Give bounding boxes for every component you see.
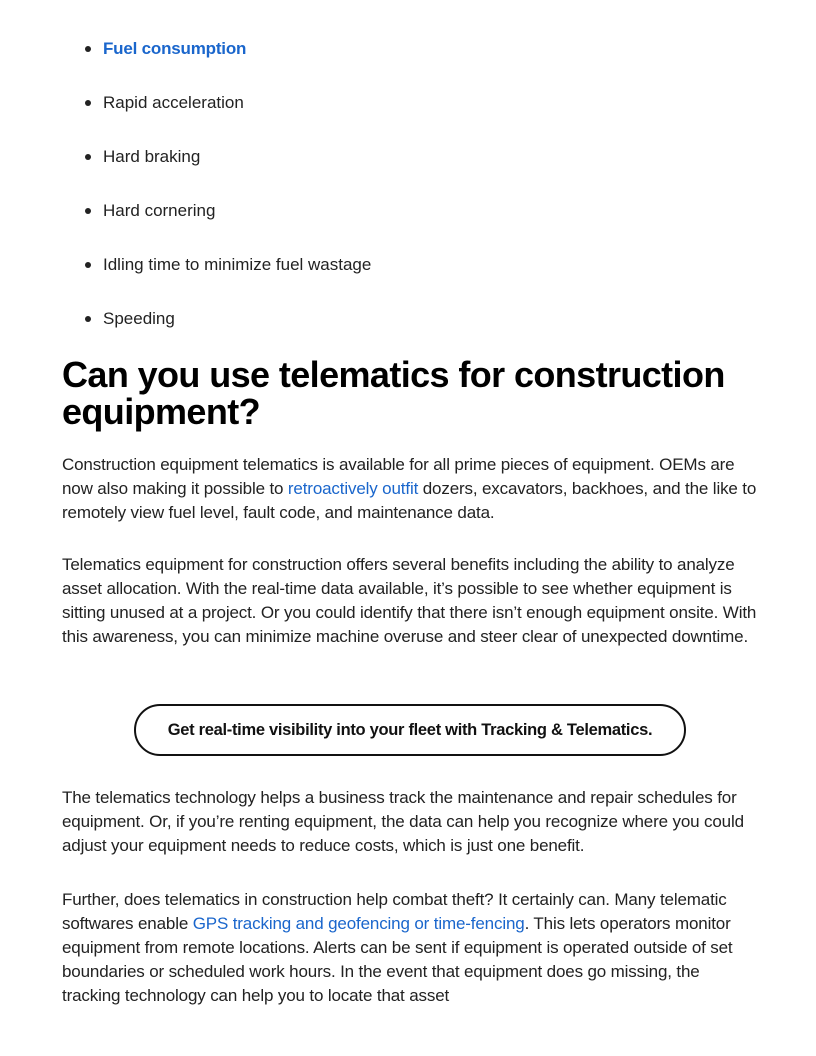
paragraph-benefits: Telematics equipment for construction offers several benefits including the ability to analyze asset allocation. With the real-time data available, it’s possible to see whether equipment is sitting unused at a project. Or you could identify that there isn’t enough equipment onsite. With this awareness, you can minimize machine overuse and steer clear of unexpected downtime.: [62, 555, 757, 646]
list-item: [82, 90, 371, 144]
paragraph-text: Further, does telematics in construction help combat theft? It certainly can. Many telematic softwares enable: [62, 890, 727, 933]
list-item-label: Rapid acceleration: [103, 93, 244, 112]
paragraph-maintenance: The telematics technology helps a business track the maintenance and repair schedules for equipment. Or, if you’re renting equipment, the data can help you recognize where you could adjust your equipment needs to reduce costs, which is just one benefit.: [62, 788, 744, 855]
list-item[interactable]: [82, 36, 371, 90]
bullet-icon: [85, 100, 91, 106]
paragraph-theft: [62, 888, 762, 1008]
fuel-consumption-link[interactable]: Fuel consumption: [103, 39, 247, 58]
paragraph-text: . This lets operators monitor equipment from remote locations. Alerts can be sent if equipment is operated outside of set boundaries or scheduled work hours. In the event that equipment does go missing, the tracking technology can help you to locate that asset: [62, 914, 733, 1005]
bullet-icon: [85, 154, 91, 160]
list-item-label: Hard braking: [103, 147, 201, 166]
cta-container: [134, 704, 686, 756]
bullet-list: [82, 36, 371, 360]
list-item: [82, 306, 371, 360]
paragraph-availability: [62, 453, 762, 525]
list-item-label: Speeding: [103, 309, 175, 328]
list-item: [82, 198, 371, 252]
list-item: [82, 252, 371, 306]
bullet-icon: [85, 316, 91, 322]
gps-tracking-geofencing-link[interactable]: GPS tracking and geofencing or time-fencing: [192, 914, 525, 933]
retroactively-outfit-link[interactable]: retroactively outfit: [287, 479, 419, 498]
bullet-icon: [85, 46, 91, 52]
list-item-label: Idling time to minimize fuel wastage: [103, 255, 372, 274]
paragraph-text: dozers, excavators, backhoes, and the like to remotely view fuel level, fault code, and maintenance data.: [62, 479, 757, 522]
bullet-icon: [85, 262, 91, 268]
bullet-icon: [85, 208, 91, 214]
tracking-telematics-cta-button[interactable]: Get real-time visibility into your fleet with Tracking & Telematics.: [134, 704, 686, 756]
section-heading: Can you use telematics for construction equipment?: [62, 354, 725, 432]
list-item: [82, 144, 371, 198]
paragraph-text: Construction equipment telematics is available for all prime pieces of equipment. OEMs are now also making it possible to: [62, 455, 735, 498]
list-item-label: Hard cornering: [103, 201, 216, 220]
